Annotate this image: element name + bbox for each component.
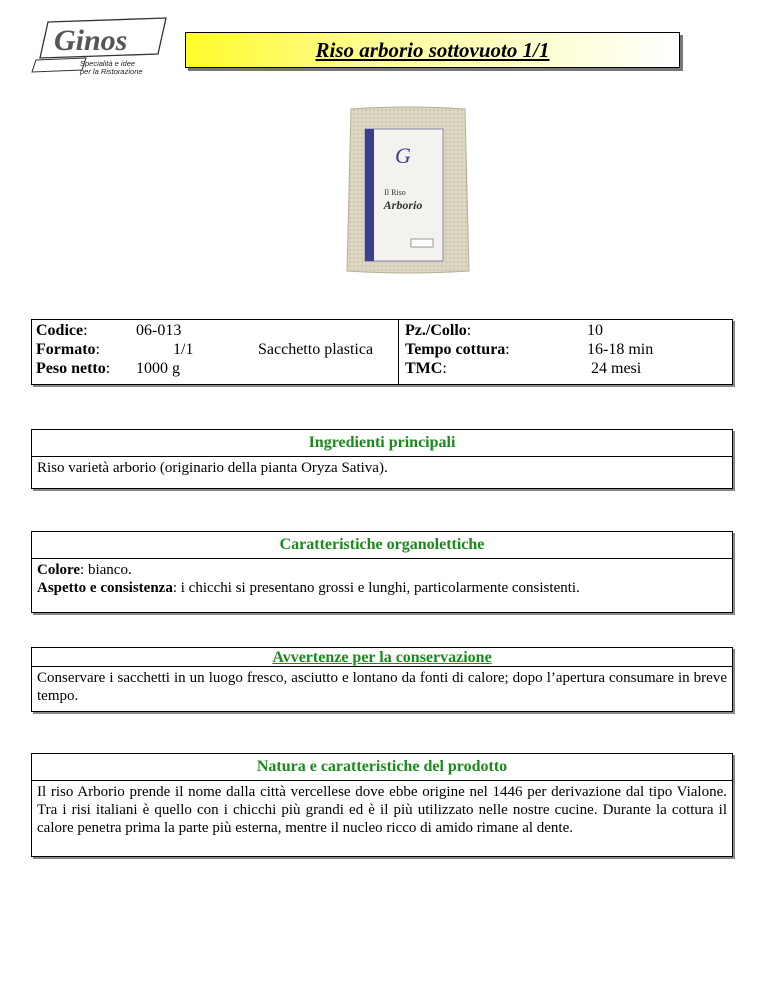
colore-line: Colore: bianco.: [37, 562, 132, 578]
pz-collo-label: Pz./Collo:: [405, 322, 472, 339]
logo-tagline-line-2: per la Ristorazione: [80, 67, 143, 76]
logo-brand-text: Ginos: [54, 24, 128, 57]
page-title: Riso arborio sottovuoto 1/1: [315, 38, 550, 62]
rice-package-image-icon: [345, 105, 471, 275]
tempo-cottura-label: Tempo cottura:: [405, 341, 510, 358]
logo-tagline: [80, 60, 143, 76]
natura-heading: Natura e caratteristiche del prodotto: [32, 754, 732, 781]
package-label-top: Il Riso: [384, 188, 406, 197]
codice-label: Codice:: [36, 322, 88, 339]
natura-section: [31, 753, 733, 857]
package-label-main: Arborio: [383, 198, 423, 212]
peso-label: Peso netto:: [36, 360, 111, 377]
product-info-table: [31, 319, 733, 385]
tempo-cottura-value: 16-18 min: [587, 341, 654, 358]
ingredienti-text: Riso varietà arborio (originario della pianta Oryza Sativa).: [37, 460, 388, 476]
organolettiche-heading: Caratteristiche organolettiche: [32, 532, 732, 559]
conservazione-heading: Avvertenze per la conservazione: [32, 648, 732, 667]
package-monogram: G: [395, 143, 411, 168]
ginos-logo: [26, 14, 176, 86]
formato-label: Formato:: [36, 341, 100, 358]
codice-value: 06-013: [136, 322, 182, 339]
formato-value: 1/1: [173, 341, 194, 358]
pz-collo-value: 10: [587, 322, 603, 339]
conservazione-text: Conservare i sacchetti in un luogo fresco, asciutto e lontano da fonti di calore; dopo l’apertura consumare in breve tempo.: [37, 670, 727, 704]
logo-tagline-line-1: Specialità e idee: [80, 59, 136, 68]
packaging-value: Sacchetto plastica: [258, 341, 374, 358]
title-banner: [185, 32, 680, 68]
tmc-value: 24 mesi: [591, 360, 642, 377]
tmc-label: TMC:: [405, 360, 447, 377]
organolettiche-section: [31, 531, 733, 613]
ingredienti-section: [31, 429, 733, 489]
peso-value: 1000 g: [136, 360, 180, 377]
natura-text: Il riso Arborio prende il nome dalla città vercellese dove ebbe origine nel 1446 per derivazione dal tipo Vialone. Tra i risi italiani è quello con i chicchi più grandi ed è il più utilizzato nelle nostre cucine. Durante la cottura il calore penetra prima la parte più esterna, mentre il nucleo ricco di amido rimane al dente.: [37, 784, 727, 836]
conservazione-section: [31, 647, 733, 712]
aspetto-line: Aspetto e consistenza: i chicchi si presentano grossi e lunghi, particolarmente consistenti.: [37, 580, 580, 596]
ingredienti-heading: Ingredienti principali: [32, 430, 732, 457]
product-image: [345, 105, 471, 275]
